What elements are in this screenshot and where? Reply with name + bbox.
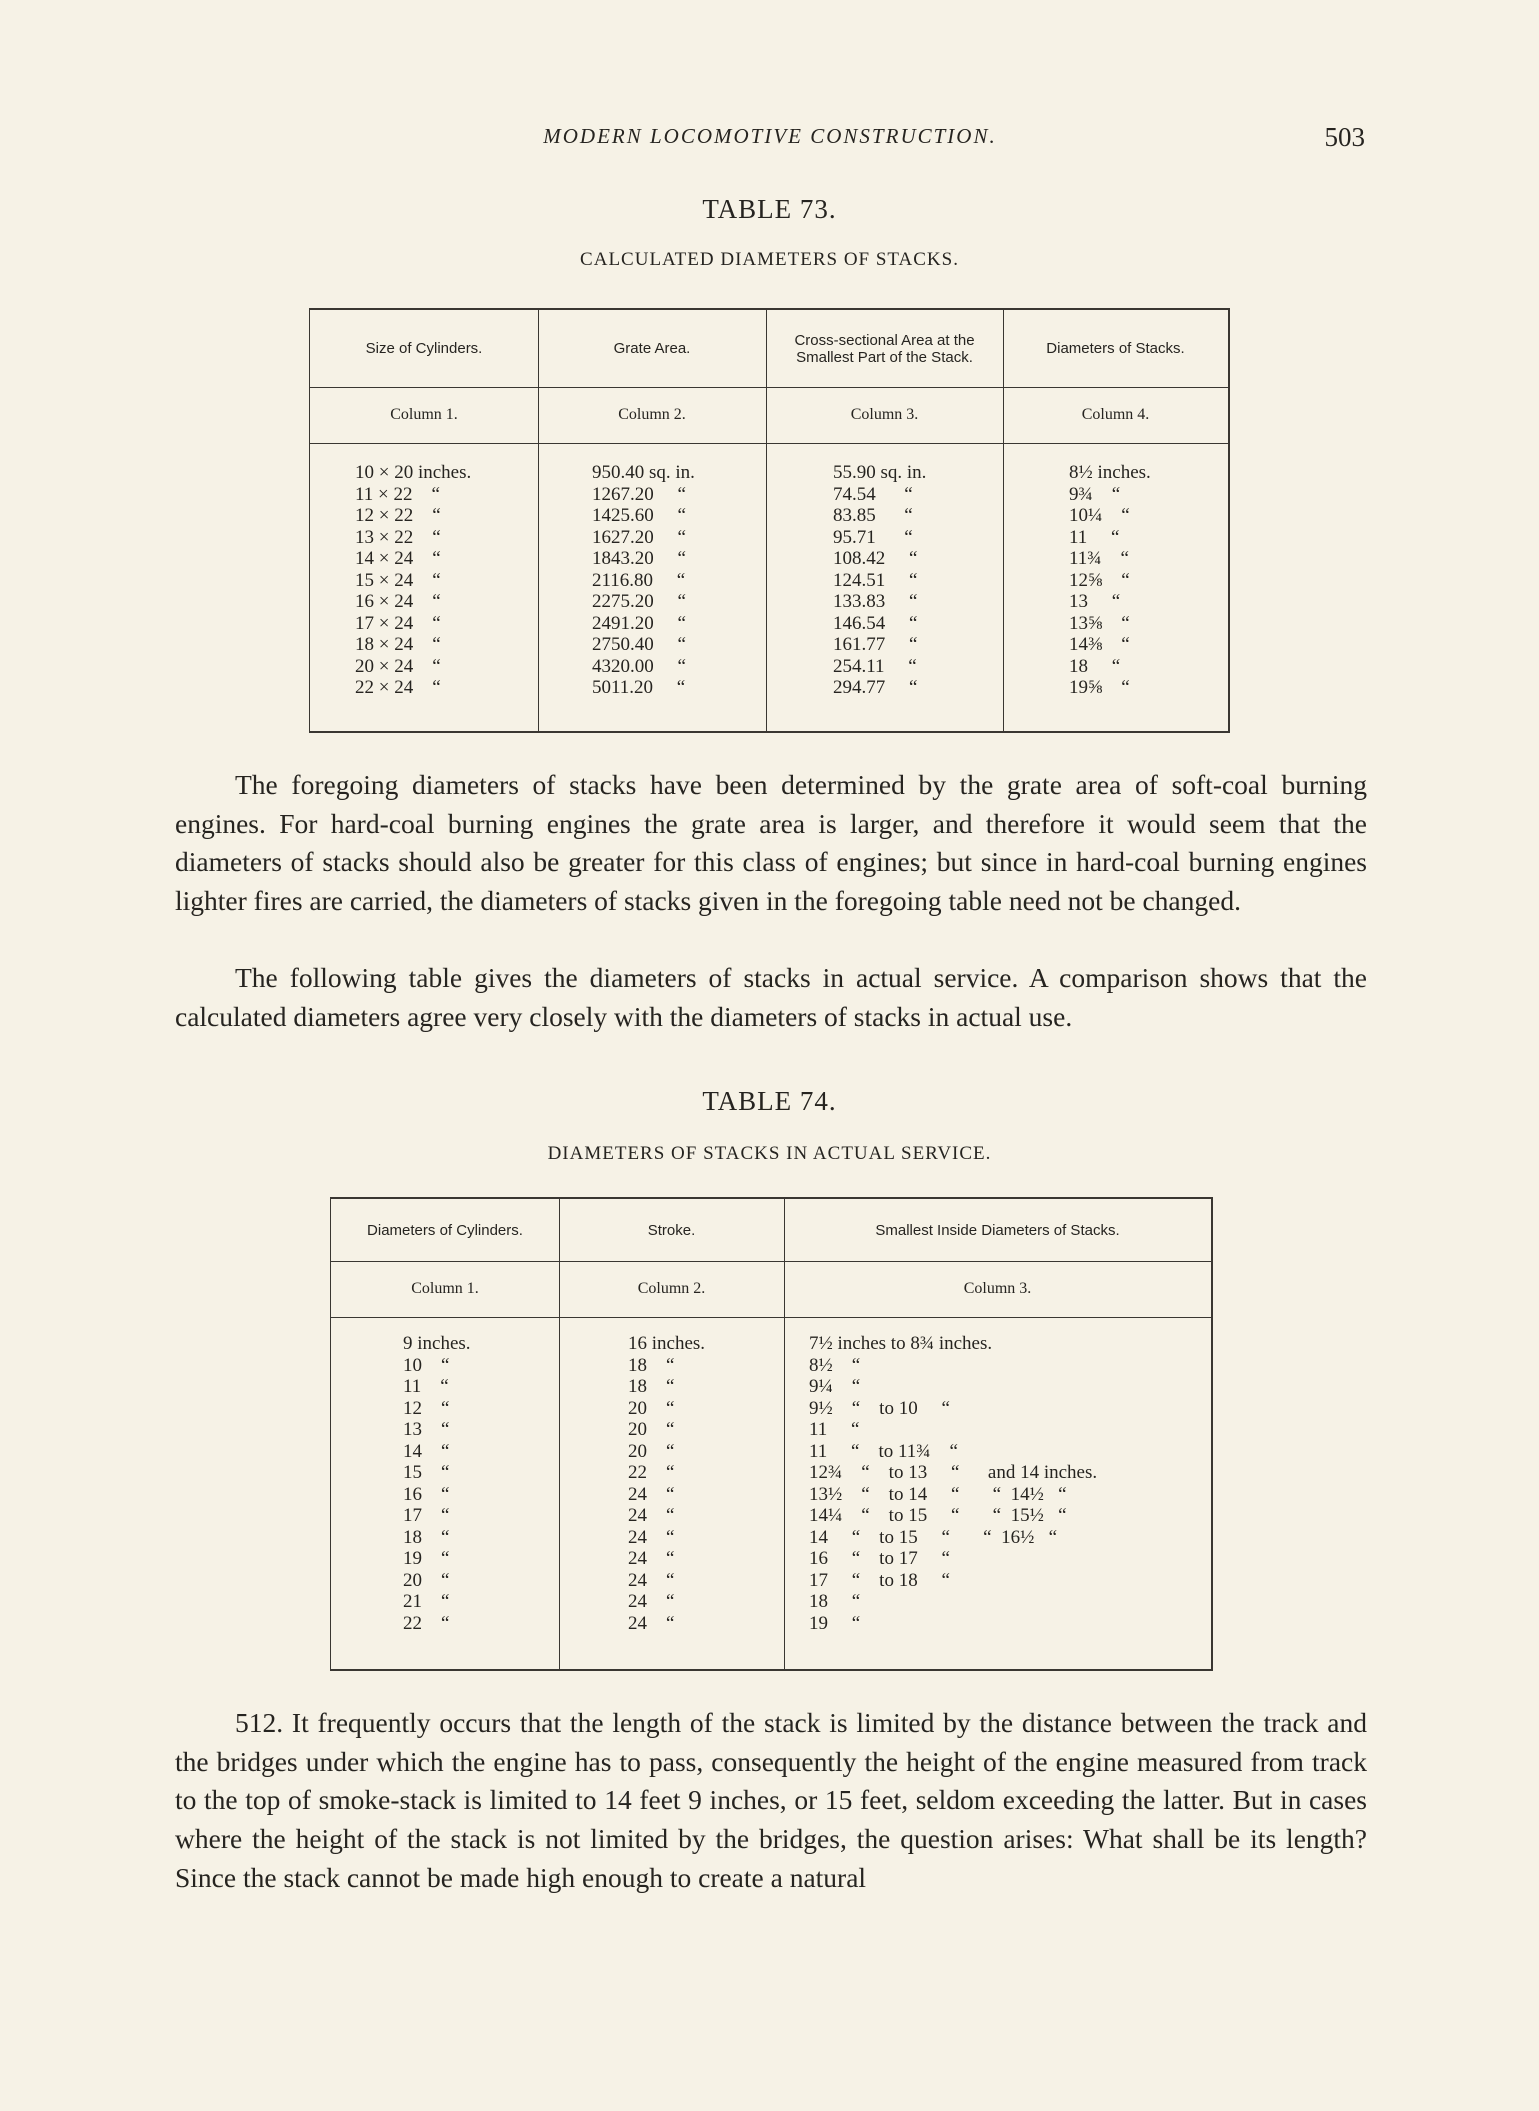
table-74-heading: TABLE 74. xyxy=(702,1086,837,1116)
table-cell: 22 × 24 “ xyxy=(355,677,441,698)
table-74-column-label-2: Column 2. xyxy=(637,1280,706,1297)
table-cell: 16 × 24 “ xyxy=(355,591,441,612)
table-73-rule xyxy=(310,443,1228,444)
table-73-header-3: Cross-sectional Area at the Smallest Part of the Stack. xyxy=(794,331,975,366)
table-73-header-1: Size of Cylinders. xyxy=(365,340,483,357)
table-cell: 18 “ xyxy=(628,1354,675,1376)
table-cell: 11 “ to 11¾ “ xyxy=(809,1440,958,1462)
table-cell: 950.40 sq. in. xyxy=(592,462,695,483)
table-cell: 8½ “ xyxy=(809,1354,861,1376)
table-cell: 9¾ “ xyxy=(1069,483,1121,505)
table-cell: 12⅝ “ xyxy=(1069,569,1130,591)
table-cell: 55.90 sq. in. xyxy=(833,462,927,483)
table-cell: 24 “ xyxy=(628,1548,675,1569)
table-73-column-label-3: Column 3. xyxy=(850,406,919,423)
paragraph-3-text: 512. It frequently occurs that the length of the stack is limited by the distance between the track and the bridges under which the engine has to pass, consequently the height of the engine measured from track to the top of smoke-stack is limited to 14 feet 9 inches, or 15 feet, seldom exceeding the latter. But in cases where the height of the stack is not limited by the bridges, the question arises: What shall be its length? Since the stack cannot be made high enough to create a natural xyxy=(175,1707,1367,1893)
table-cell: 24 “ xyxy=(628,1569,675,1591)
table-cell: 24 “ xyxy=(628,1612,675,1634)
table-74-rule xyxy=(331,1317,1211,1318)
table-cell: 20 “ xyxy=(403,1569,450,1591)
table-cell: 13⅝ “ xyxy=(1069,612,1130,634)
table-cell: 24 “ xyxy=(628,1505,675,1526)
table-74-column-2-values xyxy=(628,1333,705,1634)
table-cell: 17 “ to 18 “ xyxy=(809,1569,950,1591)
table-cell: 1627.20 “ xyxy=(592,526,686,548)
table-74-column-3-values xyxy=(809,1333,1097,1634)
table-74-column-label-1: Column 1. xyxy=(411,1280,479,1297)
table-cell: 20 × 24 “ xyxy=(355,655,441,677)
table-cell: 12 × 22 “ xyxy=(355,505,441,526)
table-74-caption: DIAMETERS OF STACKS IN ACTUAL SERVICE. xyxy=(547,1143,992,1164)
table-cell: 22 “ xyxy=(628,1462,675,1483)
table-cell: 12 “ xyxy=(403,1397,450,1419)
paragraph-2-text: The following table gives the diameters of stacks in actual service. A comparison shows that the calculated diameters agree very closely with the diameters of stacks in actual use. xyxy=(175,962,1367,1032)
paragraph-1-text: The foregoing diameters of stacks have been determined by the grate area of soft-coal burning engines. For hard-coal burning engines the grate area is larger, and therefore it would seem that the diameters of stacks should also be greater for this class of engines; but since in hard-coal burning engines lighter fires are carried, the diameters of stacks given in the foregoing table need not be changed. xyxy=(175,769,1367,917)
table-cell: 18 “ xyxy=(809,1591,861,1612)
table-cell: 1843.20 “ xyxy=(592,548,686,569)
table-73-header-4: Diameters of Stacks. xyxy=(1046,340,1185,357)
table-cell: 19 “ xyxy=(403,1548,450,1569)
table-cell: 16 “ to 17 “ xyxy=(809,1548,950,1569)
table-cell: 9¼ “ xyxy=(809,1376,861,1397)
table-cell: 7½ inches to 8¾ inches. xyxy=(809,1333,993,1354)
table-cell: 83.85 “ xyxy=(833,505,913,526)
table-cell: 11¾ “ xyxy=(1069,548,1129,569)
table-cell: 13½ “ to 14 “ “ 14½ “ xyxy=(809,1483,1067,1505)
table-cell: 18 × 24 “ xyxy=(355,634,441,655)
table-cell: 11 “ xyxy=(1069,526,1120,548)
table-73-caption: CALCULATED DIAMETERS OF STACKS. xyxy=(580,249,959,270)
table-74-header-2: Stroke. xyxy=(647,1221,696,1239)
table-cell: 17 × 24 “ xyxy=(355,612,441,634)
table-73-column-label-2: Column 2. xyxy=(618,406,686,423)
table-cell: 12¾ “ to 13 “ and 14 inches. xyxy=(809,1462,1098,1483)
table-cell: 18 “ xyxy=(628,1376,675,1397)
table-cell: 11 “ xyxy=(403,1376,449,1397)
table-cell: 16 inches. xyxy=(628,1333,706,1354)
table-cell: 2116.80 “ xyxy=(592,569,686,591)
table-74-header-3: Smallest Inside Diameters of Stacks. xyxy=(875,1221,1120,1239)
table-cell: 8½ inches. xyxy=(1069,462,1151,483)
table-cell: 14 “ xyxy=(403,1440,450,1462)
table-73-column-label-1: Column 1. xyxy=(390,406,458,423)
table-cell: 2275.20 “ xyxy=(592,591,686,612)
running-title: MODERN LOCOMOTIVE CONSTRUCTION. xyxy=(543,124,997,148)
table-cell: 19⅝ “ xyxy=(1069,677,1130,698)
table-cell: 95.71 “ xyxy=(833,526,913,548)
table-cell: 20 “ xyxy=(628,1397,675,1419)
table-73-column-2-values xyxy=(592,462,695,699)
paragraph-2 xyxy=(175,959,1367,1036)
table-cell: 294.77 “ xyxy=(833,677,918,698)
table-cell: 16 “ xyxy=(403,1483,450,1505)
table-cell: 161.77 “ xyxy=(833,634,918,655)
table-cell: 2750.40 “ xyxy=(592,634,686,655)
table-cell: 13 × 22 “ xyxy=(355,526,441,548)
table-cell: 14¼ “ to 15 “ “ 15½ “ xyxy=(809,1505,1067,1526)
running-head xyxy=(175,122,1365,158)
table-73-heading: TABLE 73. xyxy=(702,194,837,224)
table-73-column-1-values xyxy=(355,462,471,699)
table-cell: 1267.20 “ xyxy=(592,483,686,505)
table-cell: 74.54 “ xyxy=(833,483,913,505)
paragraph-1 xyxy=(175,766,1367,921)
table-cell: 15 × 24 “ xyxy=(355,569,441,591)
table-cell: 133.83 “ xyxy=(833,591,918,612)
table-cell: 10¼ “ xyxy=(1069,505,1130,526)
table-74 xyxy=(330,1197,1213,1671)
table-cell: 14 “ to 15 “ “ 16½ “ xyxy=(809,1526,1058,1548)
table-cell: 22 “ xyxy=(403,1612,450,1634)
table-73-column-4-values xyxy=(1069,462,1151,699)
table-cell: 254.11 “ xyxy=(833,655,917,677)
table-73 xyxy=(309,308,1230,733)
table-cell: 108.42 “ xyxy=(833,548,918,569)
table-cell: 10 × 20 inches. xyxy=(355,462,472,483)
table-cell: 124.51 “ xyxy=(833,569,918,591)
table-cell: 11 “ xyxy=(809,1419,860,1440)
table-cell: 24 “ xyxy=(628,1591,675,1612)
table-cell: 24 “ xyxy=(628,1483,675,1505)
table-cell: 14 × 24 “ xyxy=(355,548,441,569)
table-cell: 13 “ xyxy=(1069,591,1121,612)
table-73-column-label-4: Column 4. xyxy=(1081,406,1150,423)
paragraph-3 xyxy=(175,1704,1367,1898)
table-cell: 4320.00 “ xyxy=(592,655,686,677)
table-cell: 18 “ xyxy=(403,1526,450,1548)
page-number: 503 xyxy=(1324,122,1365,152)
table-cell: 1425.60 “ xyxy=(592,505,686,526)
table-cell: 9 inches. xyxy=(403,1333,471,1354)
table-cell: 15 “ xyxy=(403,1462,450,1483)
table-73-header-2: Grate Area. xyxy=(613,340,691,357)
table-cell: 18 “ xyxy=(1069,655,1121,677)
table-74-column-1-values xyxy=(403,1333,471,1634)
table-cell: 5011.20 “ xyxy=(592,677,686,698)
table-cell: 20 “ xyxy=(628,1440,675,1462)
table-cell: 10 “ xyxy=(403,1354,450,1376)
table-cell: 9½ “ to 10 “ xyxy=(809,1397,950,1419)
table-cell: 13 “ xyxy=(403,1419,450,1440)
table-74-column-label-3: Column 3. xyxy=(963,1280,1032,1297)
table-cell: 146.54 “ xyxy=(833,612,918,634)
table-cell: 2491.20 “ xyxy=(592,612,686,634)
table-74-header-1: Diameters of Cylinders. xyxy=(367,1221,523,1239)
table-cell: 19 “ xyxy=(809,1612,861,1634)
table-cell: 20 “ xyxy=(628,1419,675,1440)
table-73-column-3-values xyxy=(833,462,926,699)
table-cell: 21 “ xyxy=(403,1591,450,1612)
table-cell: 24 “ xyxy=(628,1526,675,1548)
table-cell: 11 × 22 “ xyxy=(355,483,440,505)
table-cell: 14⅜ “ xyxy=(1069,634,1130,655)
table-cell: 17 “ xyxy=(403,1505,450,1526)
